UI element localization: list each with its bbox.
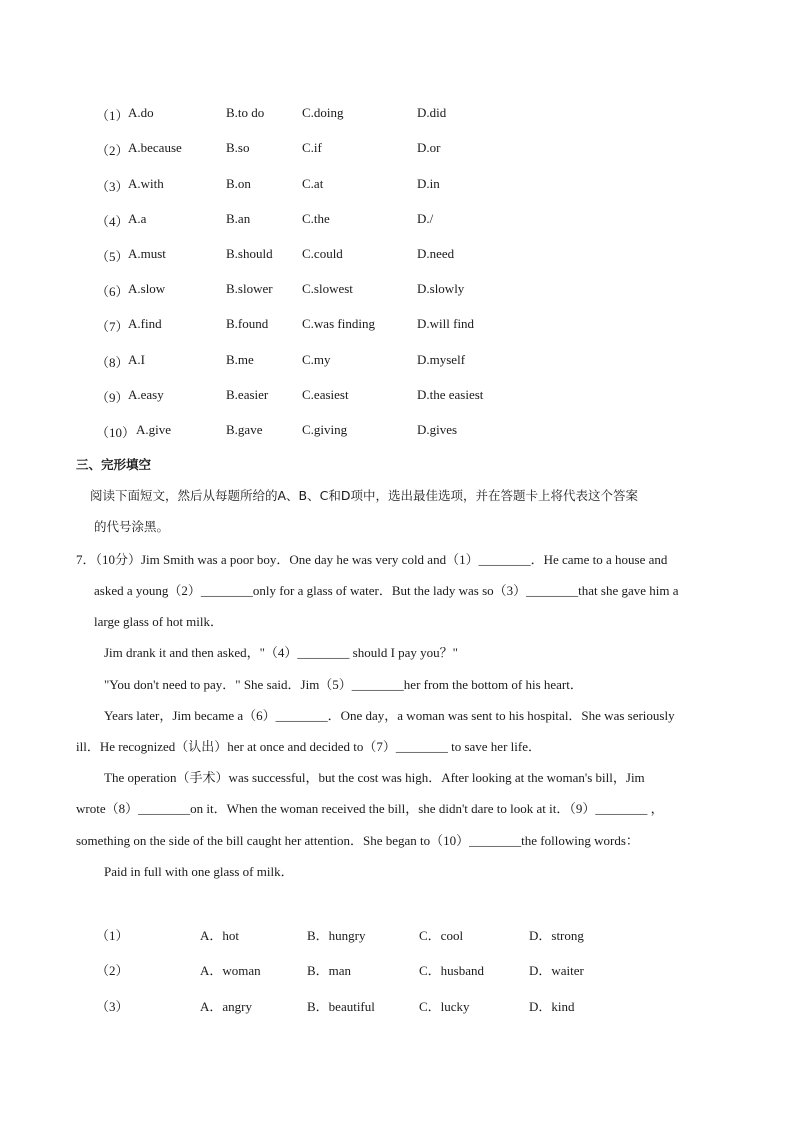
- option-d: D.or: [417, 140, 441, 155]
- option-b: B.easier: [226, 387, 269, 402]
- question-number: （9）: [96, 390, 129, 405]
- section-title: 三、完形填空: [76, 457, 152, 472]
- question-number: （4）: [96, 214, 129, 229]
- option-d: D./: [417, 211, 434, 226]
- option-a: A.easy: [128, 387, 164, 402]
- option-b: B.gave: [226, 422, 263, 437]
- option-row: [0, 960, 794, 978]
- option-row: [0, 996, 794, 1014]
- option-a: A.find: [128, 316, 162, 331]
- question-number: （3）: [96, 999, 129, 1014]
- option-b: B.should: [226, 246, 273, 261]
- option-row: [0, 105, 794, 123]
- instruction-line-2: 的代号涂黑。: [94, 519, 170, 534]
- option-a: A.a: [128, 211, 147, 226]
- question-number: （8）: [96, 355, 129, 370]
- option-d: D.slowly: [417, 281, 465, 296]
- option-row: [0, 387, 794, 405]
- option-b: B．hungry: [307, 928, 366, 943]
- passage-line: asked a young（2）________only for a glass of water．But the lady was so（3）________that she gave him a: [94, 583, 679, 598]
- option-d: D.need: [417, 246, 455, 261]
- option-row: [0, 211, 794, 229]
- option-b: B.on: [226, 176, 251, 191]
- option-c: C.giving: [302, 422, 348, 437]
- option-row: [0, 422, 794, 440]
- option-b: B.so: [226, 140, 250, 155]
- option-c: C．cool: [419, 928, 464, 943]
- question-number: （5）: [96, 249, 129, 264]
- option-a: A.give: [136, 422, 172, 437]
- option-c: C.could: [302, 246, 343, 261]
- option-a: A.because: [128, 140, 182, 155]
- option-d: D．kind: [529, 999, 575, 1014]
- option-c: C．husband: [419, 963, 485, 978]
- option-a: A．angry: [200, 999, 252, 1014]
- option-a: A.must: [128, 246, 166, 261]
- option-b: B.found: [226, 316, 269, 331]
- passage-line: Years later，Jim became a（6）________．One day，a woman was sent to his hospital．She was seriously: [104, 708, 675, 723]
- question-number: （2）: [96, 143, 129, 158]
- passage-line: Jim drank it and then asked，"（4）________ should I pay you？": [104, 645, 458, 660]
- option-a: A.with: [128, 176, 164, 191]
- option-row: [0, 246, 794, 264]
- option-a: A．woman: [200, 963, 261, 978]
- option-row: [0, 176, 794, 194]
- option-c: C.easiest: [302, 387, 349, 402]
- question-number: （1）: [96, 928, 129, 943]
- option-c: C．lucky: [419, 999, 470, 1014]
- option-b: B．beautiful: [307, 999, 375, 1014]
- option-row: [0, 281, 794, 299]
- passage-line: Paid in full with one glass of milk．: [104, 864, 294, 879]
- option-c: C.if: [302, 140, 322, 155]
- passage-line: large glass of hot milk．: [94, 614, 224, 629]
- option-d: D.in: [417, 176, 440, 191]
- passage-line: something on the side of the bill caught her attention．She began to（10）________the following words：: [76, 833, 639, 848]
- option-c: C.my: [302, 352, 331, 367]
- option-a: A.I: [128, 352, 145, 367]
- passage-line: The operation（手术）was successful，but the cost was high．After looking at the woman's bill，Jim: [104, 770, 645, 785]
- option-b: B.slower: [226, 281, 273, 296]
- question-number: （1）: [96, 108, 129, 123]
- option-row: [0, 316, 794, 334]
- question-number: （7）: [96, 319, 129, 334]
- option-d: D.did: [417, 105, 447, 120]
- question-number: （3）: [96, 179, 129, 194]
- option-row: [0, 925, 794, 943]
- passage-line: 7．（10分）Jim Smith was a poor boy．One day he was very cold and（1）________．He came to a house and: [76, 552, 668, 567]
- option-b: B．man: [307, 963, 352, 978]
- option-c: C.at: [302, 176, 324, 191]
- option-d: D.the easiest: [417, 387, 484, 402]
- option-c: C.was finding: [302, 316, 375, 331]
- question-number: （6）: [96, 284, 129, 299]
- option-c: C.doing: [302, 105, 344, 120]
- option-b: B.me: [226, 352, 254, 367]
- option-d: D.will find: [417, 316, 475, 331]
- option-c: C.the: [302, 211, 330, 226]
- question-number: （10）: [96, 425, 136, 440]
- option-c: C.slowest: [302, 281, 353, 296]
- option-d: D．strong: [529, 928, 584, 943]
- option-b: B.an: [226, 211, 251, 226]
- question-number: （2）: [96, 963, 129, 978]
- option-d: D.gives: [417, 422, 458, 437]
- option-d: D.myself: [417, 352, 466, 367]
- passage-line: ill．He recognized（认出）her at once and decided to（7）________ to save her life．: [76, 739, 541, 754]
- passage-line: "You don't need to pay．" She said．Jim（5）________her from the bottom of his heart．: [104, 677, 583, 692]
- passage-line: wrote（8）________on it．When the woman received the bill，she didn't dare to look at it．（9）________ ，: [76, 801, 664, 816]
- option-a: A．hot: [200, 928, 240, 943]
- option-a: A.slow: [128, 281, 166, 296]
- option-row: [0, 352, 794, 370]
- instruction-line-1: 阅读下面短文，然后从每题所给的A、B、C和D项中，选出最佳选项，并在答题卡上将代表这个答案: [90, 488, 638, 503]
- option-a: A.do: [128, 105, 154, 120]
- option-b: B.to do: [226, 105, 265, 120]
- option-row: [0, 140, 794, 158]
- option-d: D．waiter: [529, 963, 584, 978]
